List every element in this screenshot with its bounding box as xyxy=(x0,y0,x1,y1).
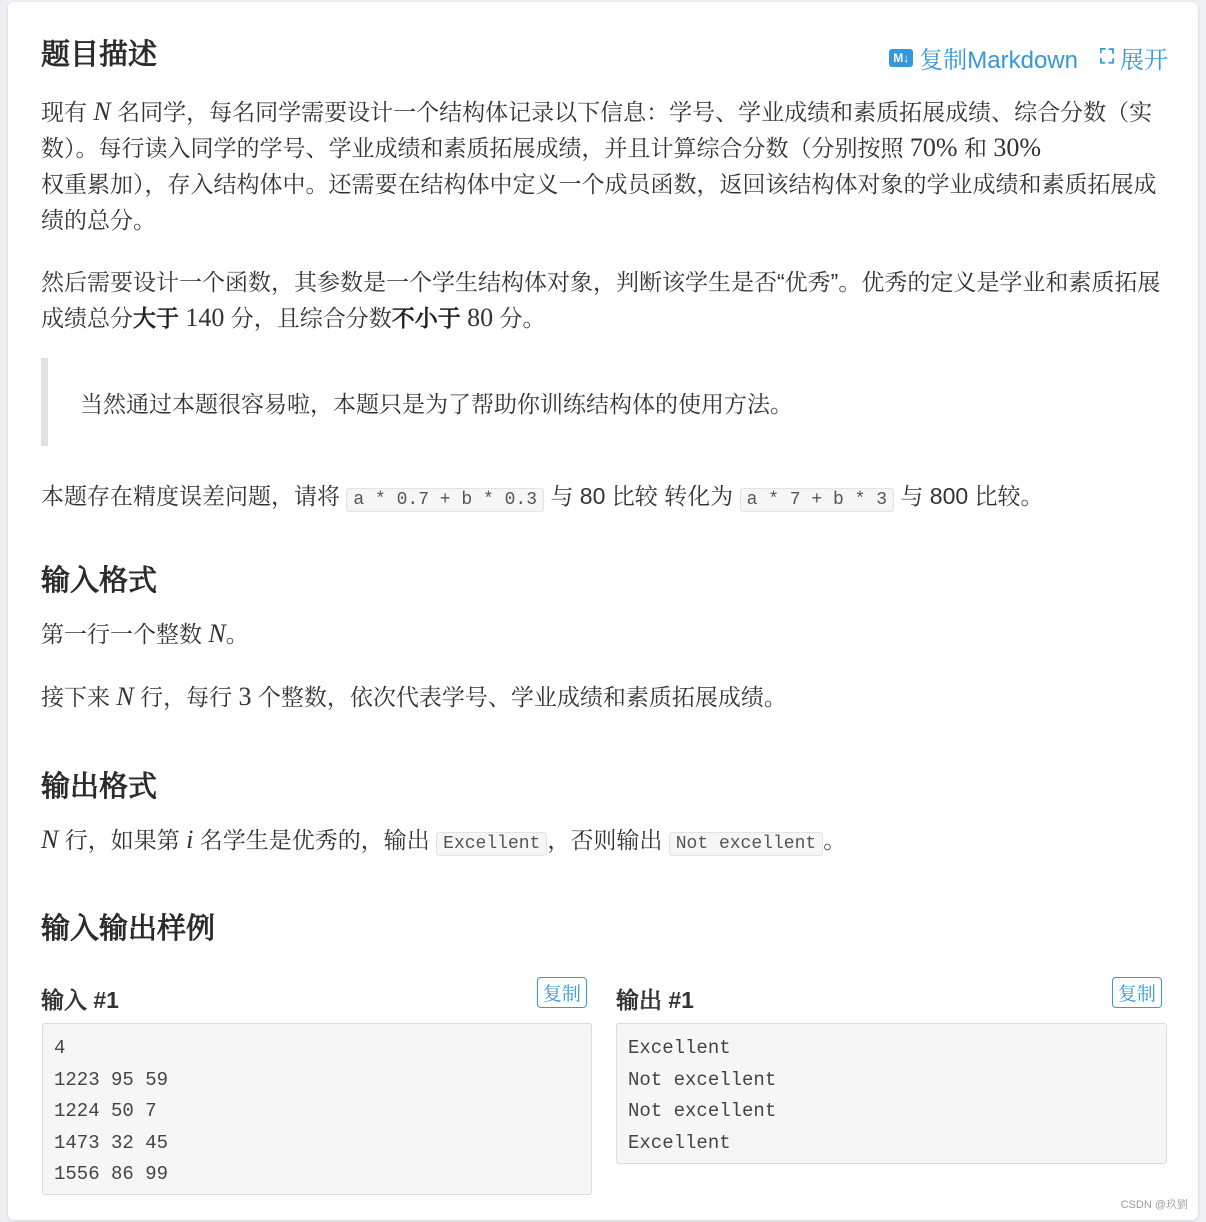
copy-input-button[interactable]: 复制 xyxy=(537,977,587,1008)
text: 现有 xyxy=(41,99,94,125)
inline-code: Excellent xyxy=(436,832,547,856)
quote-text: 当然通过本题很容易啦，本题只是为了帮助你训练结构体的使用方法。 xyxy=(80,391,793,417)
math-N: N xyxy=(116,682,134,711)
sample-output-label: 输出 #1 xyxy=(616,987,694,1013)
inline-code: Not excellent xyxy=(669,832,823,856)
input-format-title: 输入格式 xyxy=(41,565,158,597)
math-N: N xyxy=(93,97,111,126)
math-3: 3 xyxy=(238,682,252,711)
bold-text: 不小于 xyxy=(391,305,461,331)
math-140: 140 xyxy=(185,303,225,332)
sample-input-block: 4 1223 95 59 1224 50 7 1473 32 45 1556 86 99 xyxy=(42,1023,592,1195)
expand-label: 展开 xyxy=(1120,47,1168,74)
text: 名学生是优秀的，输出 xyxy=(193,827,437,853)
math-80: 80 xyxy=(467,303,494,332)
text: 与 800 比较。 xyxy=(894,483,1044,509)
description-paragraph-2 xyxy=(41,264,1171,336)
copy-markdown-button[interactable] xyxy=(889,40,1078,75)
page-title: 题目描述 xyxy=(41,39,158,71)
samples-title: 输入输出样例 xyxy=(41,913,216,945)
input-format-line-1 xyxy=(41,616,249,652)
text: 名同学，每名同学需要设计一个结构体记录以下信息：学号、学业成绩和素质拓展成绩、综合分数（实数）。每行读入同学的学号、学业成绩和素质拓展成绩，并且计算综合分数（分别按照 xyxy=(41,99,1153,161)
header-actions xyxy=(889,40,1168,75)
output-format-line xyxy=(41,822,846,862)
expand-icon: ⛶ xyxy=(1100,46,1114,68)
text: 。 xyxy=(225,621,249,647)
sample-input-label: 输入 #1 xyxy=(41,987,119,1013)
watermark: CSDN @玖劉 xyxy=(1120,1199,1188,1211)
text: 与 80 比较 转化为 xyxy=(544,483,740,509)
sample-output-block: Excellent Not excellent Not excellent Excellent xyxy=(616,1023,1167,1164)
input-format-line-2 xyxy=(41,679,787,715)
text: ，否则输出 xyxy=(547,827,669,853)
inline-code: a * 0.7 + b * 0.3 xyxy=(346,488,544,512)
text: 接下来 xyxy=(41,684,117,710)
math-N: N xyxy=(208,619,226,648)
math-i: i xyxy=(186,825,194,854)
math-N: N xyxy=(41,825,59,854)
text: 行，每行 xyxy=(133,684,239,710)
text: 第一行一个整数 xyxy=(41,621,209,647)
text: 和 xyxy=(957,135,994,161)
text: 行，如果第 xyxy=(58,827,187,853)
markdown-icon: M↓ xyxy=(889,49,913,67)
header-row xyxy=(41,32,1168,76)
problem-card xyxy=(8,2,1198,1220)
text: 权重累加），存入结构体中。还需要在结构体中定义一个成员函数，返回该结构体对象的学业成绩和素质拓展成绩的总分。 xyxy=(41,171,1157,233)
text: 。 xyxy=(823,827,847,853)
description-paragraph-3 xyxy=(41,478,1171,518)
text: 本题存在精度误差问题，请将 xyxy=(41,483,347,509)
math-30pct: 30% xyxy=(993,133,1042,162)
text: 然后需要设计一个函数，其参数是一个学生结构体对象，判断该学生是否“优秀”。优秀的定义是学业和素质拓展成绩总分 xyxy=(41,269,1161,331)
blockquote xyxy=(41,358,1171,446)
text: 分，且综合分数 xyxy=(224,305,392,331)
copy-output-button[interactable]: 复制 xyxy=(1112,977,1162,1008)
description-paragraph-1 xyxy=(41,94,1171,238)
bold-text: 大于 xyxy=(133,305,179,331)
output-format-title: 输出格式 xyxy=(41,771,158,803)
math-70pct: 70% xyxy=(909,133,958,162)
inline-code: a * 7 + b * 3 xyxy=(740,488,894,512)
copy-markdown-label: 复制Markdown xyxy=(919,47,1078,74)
text: 分。 xyxy=(493,305,546,331)
expand-button[interactable] xyxy=(1100,40,1168,75)
text: 个整数，依次代表学号、学业成绩和素质拓展成绩。 xyxy=(251,684,787,710)
